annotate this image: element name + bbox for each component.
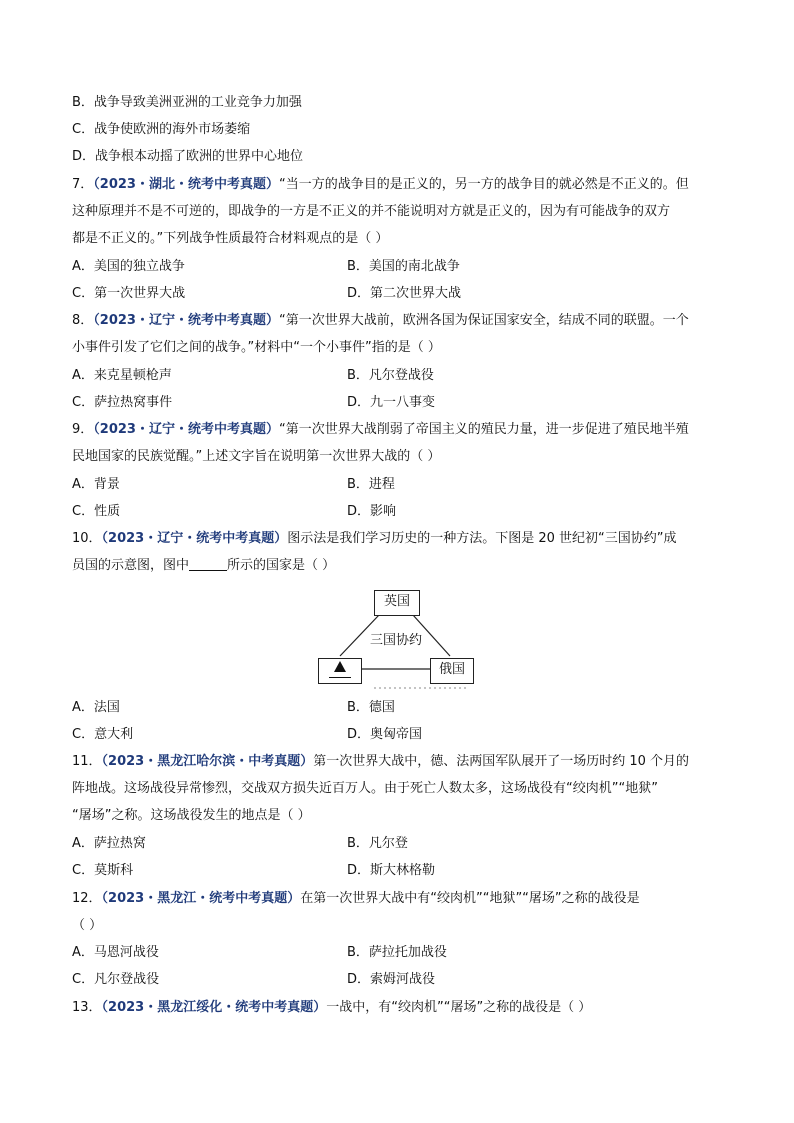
diagram-node-russia: 俄国 (430, 658, 474, 684)
question-7-option-c: C．第一次世界大战 (72, 286, 186, 301)
question-12-option-a: A．马恩河战役 (72, 945, 159, 960)
question-11-option-a: A．萨拉热窝 (72, 836, 146, 851)
question-source: （2023・辽宁・统考中考真题） (93, 422, 279, 437)
question-8-option-d: D．九一八事变 (347, 395, 436, 410)
question-9-line1 (72, 421, 689, 439)
question-7-line2: 这种原理并不是不可逆的，即战争的一方是不正义的并不能说明对方就是正义的，因为有可能战争的双方 (72, 204, 671, 219)
question-number: 11． (72, 754, 102, 769)
question-11-line1 (72, 753, 689, 771)
question-source: （2023・黑龙江・统考中考真题） (101, 891, 301, 906)
question-text: 第一次世界大战中，德、法两国军队展开了一场历时约 10 个月的 (313, 754, 690, 769)
question-12-option-c: C．凡尔登战役 (72, 972, 160, 987)
question-7-line3: 都是不正义的。”下列战争性质最符合材料观点的是（ ） (72, 231, 389, 246)
question-number: 8． (72, 313, 94, 328)
question-number: 10． (72, 531, 102, 546)
question-8-line2: 小事件引发了它们之间的战争。”材料中“一个小事件”指的是（ ） (72, 340, 441, 355)
question-13-line1 (72, 999, 591, 1017)
question-7-line1 (72, 176, 689, 194)
question-12-option-d: D．索姆河战役 (347, 972, 436, 987)
question-11-option-b: B．凡尔登 (347, 836, 408, 851)
question-10-option-a: A．法国 (72, 700, 120, 715)
question-8-line1 (72, 312, 689, 330)
question-10-option-b: B．德国 (347, 700, 395, 715)
question-7-option-a: A．美国的独立战争 (72, 259, 185, 274)
question-10-line2: 员国的示意图，图中 所示的国家是（ ） (72, 558, 336, 573)
question-9-option-c: C．性质 (72, 504, 121, 519)
question-7-option-b: B．美国的南北战争 (347, 259, 460, 274)
question-text: 在第一次世界大战中有“绞肉机”“地狱”“屠场”之称的战役是 (300, 891, 640, 906)
option-d-prev: D．战争根本动摇了欧洲的世界中心地位 (72, 149, 304, 164)
question-11-line3: “屠场”之称。这场战役发生的地点是（ ） (72, 808, 311, 823)
question-text: “当一方的战争目的是正义的，另一方的战争目的就必然是不正义的。但 (278, 177, 689, 192)
option-c-prev: C．战争使欧洲的海外市场萎缩 (72, 122, 251, 137)
question-11-option-c: C．莫斯科 (72, 863, 134, 878)
question-source: （2023・辽宁・统考中考真题） (93, 313, 279, 328)
question-number: 9． (72, 422, 94, 437)
question-source: （2023・辽宁・统考中考真题） (101, 531, 288, 546)
question-source: （2023・黑龙江绥化・统考中考真题） (101, 1000, 327, 1015)
option-b-prev: B．战争导致美洲亚洲的工业竞争力加强 (72, 95, 302, 110)
question-9-option-a: A．背景 (72, 477, 120, 492)
diagram-center-label: 三国协约 (369, 633, 422, 648)
question-12-line2: （ ） (72, 918, 103, 933)
question-12-option-b: B．萨拉托加战役 (347, 945, 447, 960)
answer-blank (189, 558, 227, 571)
question-9-option-d: D．影响 (347, 504, 397, 519)
question-text: “第一次世界大战前，欧洲各国为保证国家安全，结成不同的联盟。一个 (278, 313, 689, 328)
question-number: 12． (72, 891, 102, 906)
question-9-line2: 民地国家的民族觉醒。”上述文字旨在说明第一次世界大战的（ ） (72, 449, 441, 464)
triple-entente-diagram (316, 588, 476, 690)
question-10-line1 (72, 530, 677, 548)
question-8-option-b: B．凡尔登战役 (347, 368, 434, 383)
question-number: 13． (72, 1000, 102, 1015)
question-text: 一战中，有“绞肉机”“屠场”之称的战役是（ ） (326, 1000, 592, 1015)
question-8-option-a: A．来克星顿枪声 (72, 368, 172, 383)
question-8-option-c: C．萨拉热窝事件 (72, 395, 173, 410)
question-10-option-c: C．意大利 (72, 727, 134, 742)
question-source: （2023・黑龙江哈尔滨・中考真题） (101, 754, 314, 769)
question-11-option-d: D．斯大林格勒 (347, 863, 436, 878)
question-7-option-d: D．第二次世界大战 (347, 286, 462, 301)
question-12-line1 (72, 890, 640, 908)
question-9-option-b: B．进程 (347, 477, 395, 492)
triangle-icon (334, 661, 346, 672)
question-number: 7． (72, 177, 94, 192)
question-text: “第一次世界大战削弱了帝国主义的殖民力量，进一步促进了殖民地半殖 (278, 422, 689, 437)
question-source: （2023・湖北・统考中考真题） (93, 177, 279, 192)
diagram-node-britain: 英国 (374, 590, 420, 616)
question-10-option-d: D．奥匈帝国 (347, 727, 423, 742)
question-text: 图示法是我们学习历史的一种方法。下图是 20 世纪初“三国协约”成 (287, 531, 677, 546)
question-11-line2: 阵地战。这场战役异常惨烈，交战双方损失近百万人。由于死亡人数太多，这场战役有“绞肉机”“地狱” (72, 781, 658, 796)
diagram-node-unknown (318, 658, 362, 684)
